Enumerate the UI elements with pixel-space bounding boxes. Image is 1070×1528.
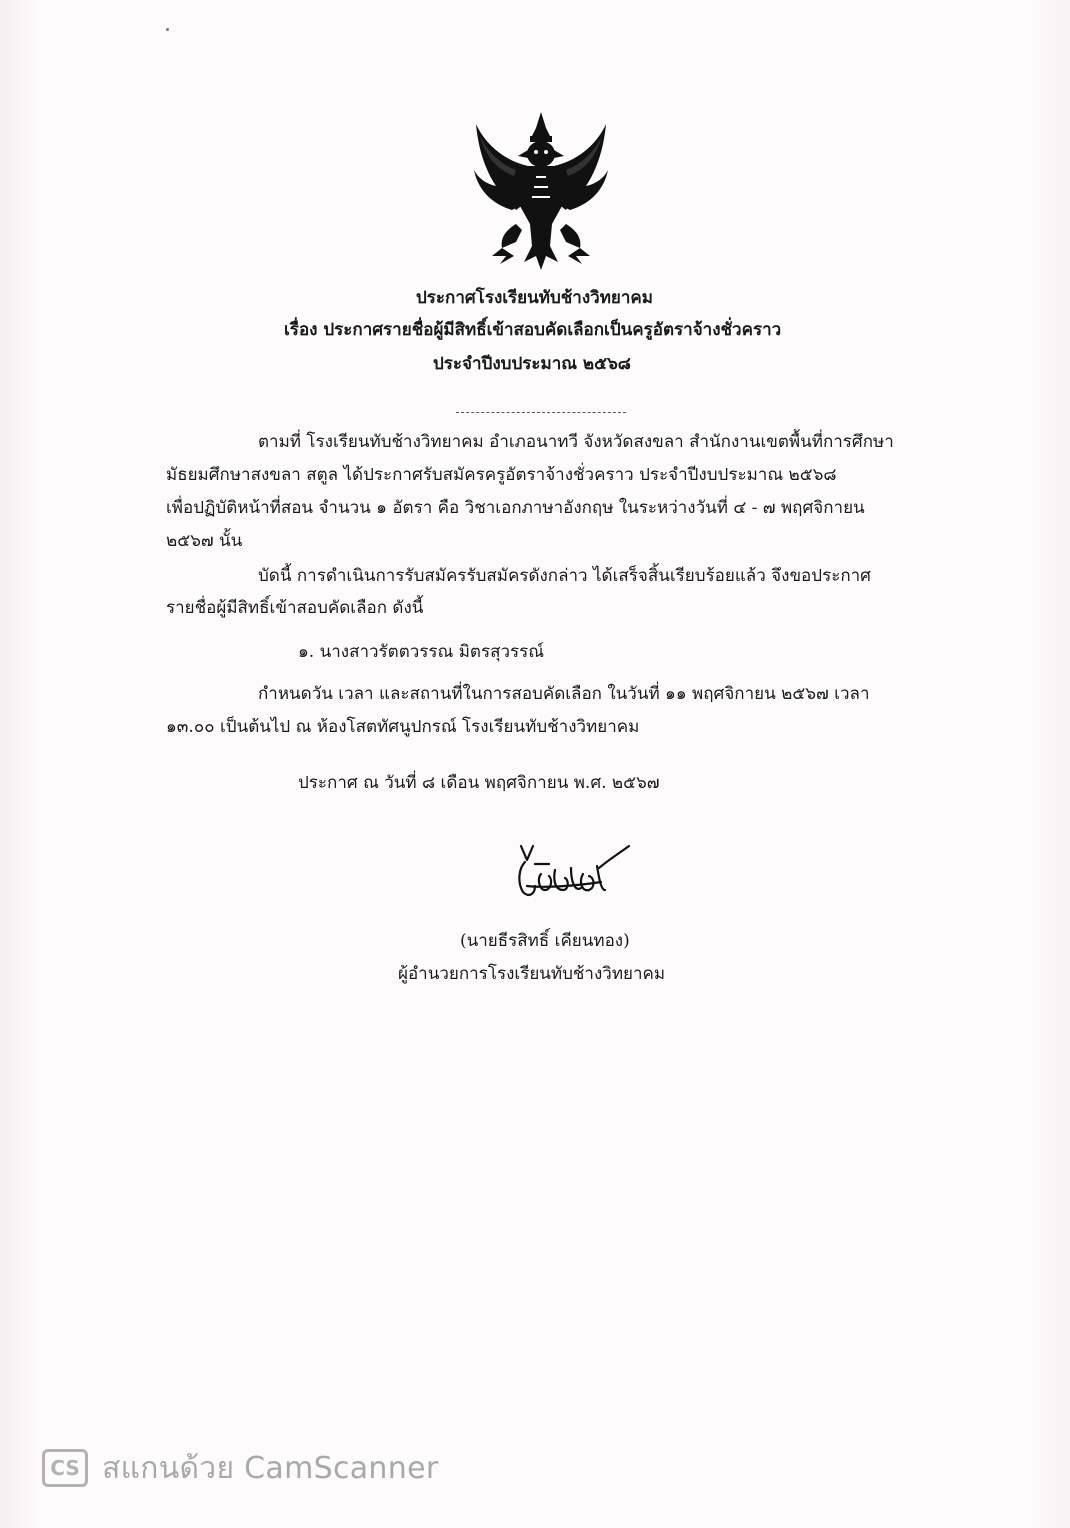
body-text: ตามที่ โรงเรียนทับช้างวิทยาคม อำเภอนาทวี จังหวัดสงขลา สำนักงานเขตพื้นที่การศึกษา <box>258 432 894 452</box>
announce-date: ประกาศ ณ วันที่ ๘ เดือน พฤศจิกายน พ.ศ. ๒๕๖๗ <box>298 773 660 793</box>
scan-speck <box>166 28 169 31</box>
body-text: บัดนี้ การดำเนินการรับสมัครรับสมัครดังกล่าว ได้เสร็จสิ้นเรียบร้อยแล้ว จึงขอประกาศ <box>258 566 871 586</box>
divider-line <box>456 412 626 413</box>
body-text: กำหนดวัน เวลา และสถานที่ในการสอบคัดเลือก ในวันที่ ๑๑ พฤศจิกายน ๒๕๖๗ เวลา <box>258 684 870 704</box>
signer-position: ผู้อำนวยการโรงเรียนทับช้างวิทยาคม <box>398 964 666 984</box>
body-text: รายชื่อผู้มีสิทธิ์เข้าสอบคัดเลือก ดังนี้ <box>166 598 424 618</box>
garuda-emblem-icon <box>466 106 616 272</box>
camscanner-watermark <box>42 1448 438 1488</box>
announcement-title: ประกาศโรงเรียนทับช้างวิทยาคม <box>416 288 653 308</box>
body-text: ๒๕๖๗ นั้น <box>166 531 243 551</box>
handwritten-signature <box>505 838 635 908</box>
announcement-subject: เรื่อง ประกาศรายชื่อผู้มีสิทธิ์เข้าสอบคัดเลือกเป็นครูอัตราจ้างชั่วคราว <box>284 320 782 340</box>
signer-name: (นายธีรสิทธิ์ เคียนทอง) <box>460 931 630 951</box>
camscanner-logo-icon: CS <box>42 1449 88 1487</box>
camscanner-text: สแกนด้วย CamScanner <box>102 1450 439 1486</box>
body-text: ๑๓.๐๐ เป็นต้นไป ณ ห้องโสตทัศนูปกรณ์ โรงเรียนทับช้างวิทยาคม <box>166 717 640 737</box>
body-text: มัธยมศึกษาสงขลา สตูล ได้ประกาศรับสมัครครูอัตราจ้างชั่วคราว ประจำปีงบประมาณ ๒๕๖๘ <box>166 465 837 485</box>
body-text: เพื่อปฏิบัติหน้าที่สอน จำนวน ๑ อัตรา คือ วิชาเอกภาษาอังกฤษ ในระหว่างวันที่ ๔ - ๗ พฤศจิกายน <box>166 498 865 518</box>
fiscal-year: ประจำปีงบประมาณ ๒๕๖๘ <box>433 354 631 374</box>
candidate-list-item: ๑. นางสาวรัตตวรรณ มิตรสุวรรณ์ <box>298 642 545 662</box>
